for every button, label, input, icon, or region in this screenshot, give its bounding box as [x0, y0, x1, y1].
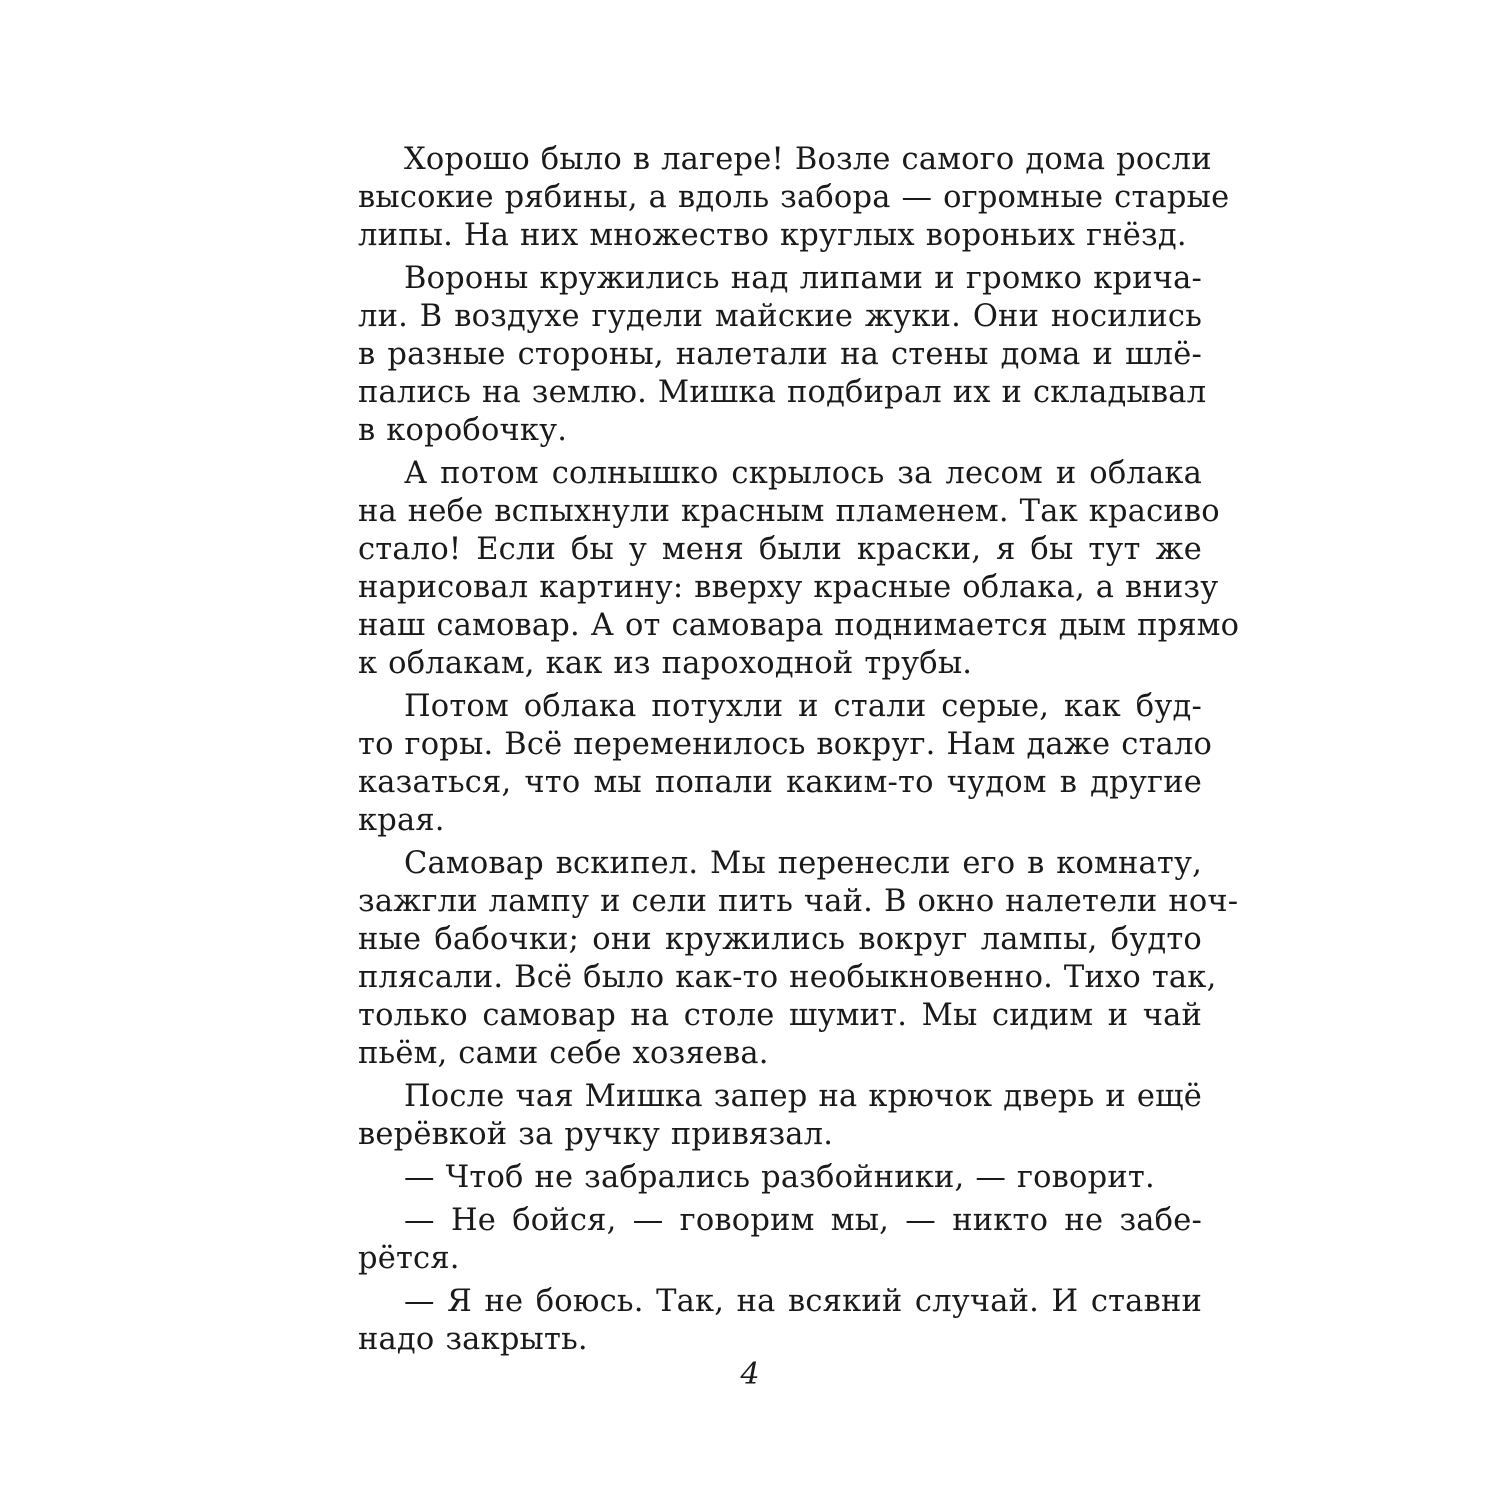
- text-line: Самовар вскипел. Мы перенесли его в комнату,: [404, 846, 1202, 881]
- text-line: — Чтоб не забрались разбойники, — говорит.: [404, 1160, 1155, 1195]
- text-line: казаться, что мы попали каким-то чудом в другие: [358, 765, 1202, 800]
- text-line: ли. В воздухе гудели майские жуки. Они носились: [358, 299, 1202, 334]
- text-line: на небе вспыхнули красным пламенем. Так красиво: [358, 494, 1220, 529]
- paragraph-4: [358, 688, 1213, 840]
- text-line: Потом облака потухли и стали серые, как буд-: [404, 689, 1202, 724]
- text-line: надо закрыть.: [358, 1322, 588, 1357]
- text-line: в коробочку.: [358, 413, 568, 448]
- paragraph-2: [358, 260, 1207, 450]
- text-line: нарисовал картину: вверху красные облака, а внизу: [358, 570, 1219, 605]
- paragraph-9-dialogue: [358, 1283, 1202, 1359]
- text-line: стало! Если бы у меня были краски, я бы тут же: [358, 532, 1202, 567]
- text-line: А потом солнышко скрылось за лесом и облака: [404, 456, 1202, 491]
- paragraph-7-dialogue: [358, 1159, 1202, 1197]
- body-text: [358, 141, 1240, 1364]
- paragraph-1: [358, 141, 1230, 255]
- text-line: плясали. Всё было как-то необыкновенно. Тихо так,: [358, 960, 1217, 995]
- text-line: Вороны кружились над липами и громко крича-: [404, 261, 1202, 296]
- paragraph-6: [358, 1078, 1202, 1154]
- text-line: пались на землю. Мишка подбирал их и складывал: [358, 375, 1207, 410]
- text-line: рётся.: [358, 1241, 460, 1276]
- text-line: в разные стороны, налетали на стены дома и шлё-: [358, 337, 1202, 372]
- text-line: После чая Мишка запер на крючок дверь и ещё: [404, 1079, 1202, 1114]
- text-line: высокие рябины, а вдоль забора — огромные старые: [358, 180, 1230, 215]
- text-line: края.: [358, 803, 445, 838]
- text-line: только самовар на столе шумит. Мы сидим и чай: [358, 998, 1202, 1033]
- text-line: — Не бойся, — говорим мы, — никто не забе-: [404, 1203, 1202, 1238]
- text-line: к облакам, как из пароходной трубы.: [358, 646, 973, 681]
- paragraph-8-dialogue: [358, 1202, 1202, 1278]
- page-number: 4: [740, 1357, 760, 1392]
- text-line: Хорошо было в лагере! Возле самого дома росли: [404, 142, 1212, 177]
- text-line: верёвкой за ручку привязал.: [358, 1117, 834, 1152]
- paragraph-5: [358, 845, 1239, 1073]
- text-line: то горы. Всё переменилось вокруг. Нам даже стало: [358, 727, 1213, 762]
- text-line: пьём, сами себе хозяева.: [358, 1036, 769, 1071]
- text-line: зажгли лампу и сели пить чай. В окно налетели ноч-: [358, 884, 1239, 919]
- text-line: липы. На них множество круглых вороньих гнёзд.: [358, 218, 1187, 253]
- text-line: — Я не боюсь. Так, на всякий случай. И ставни: [404, 1284, 1202, 1319]
- text-line: наш самовар. А от самовара поднимается дым прямо: [358, 608, 1240, 643]
- paragraph-3: [358, 455, 1240, 683]
- text-line: ные бабочки; они кружились вокруг лампы, будто: [358, 922, 1202, 957]
